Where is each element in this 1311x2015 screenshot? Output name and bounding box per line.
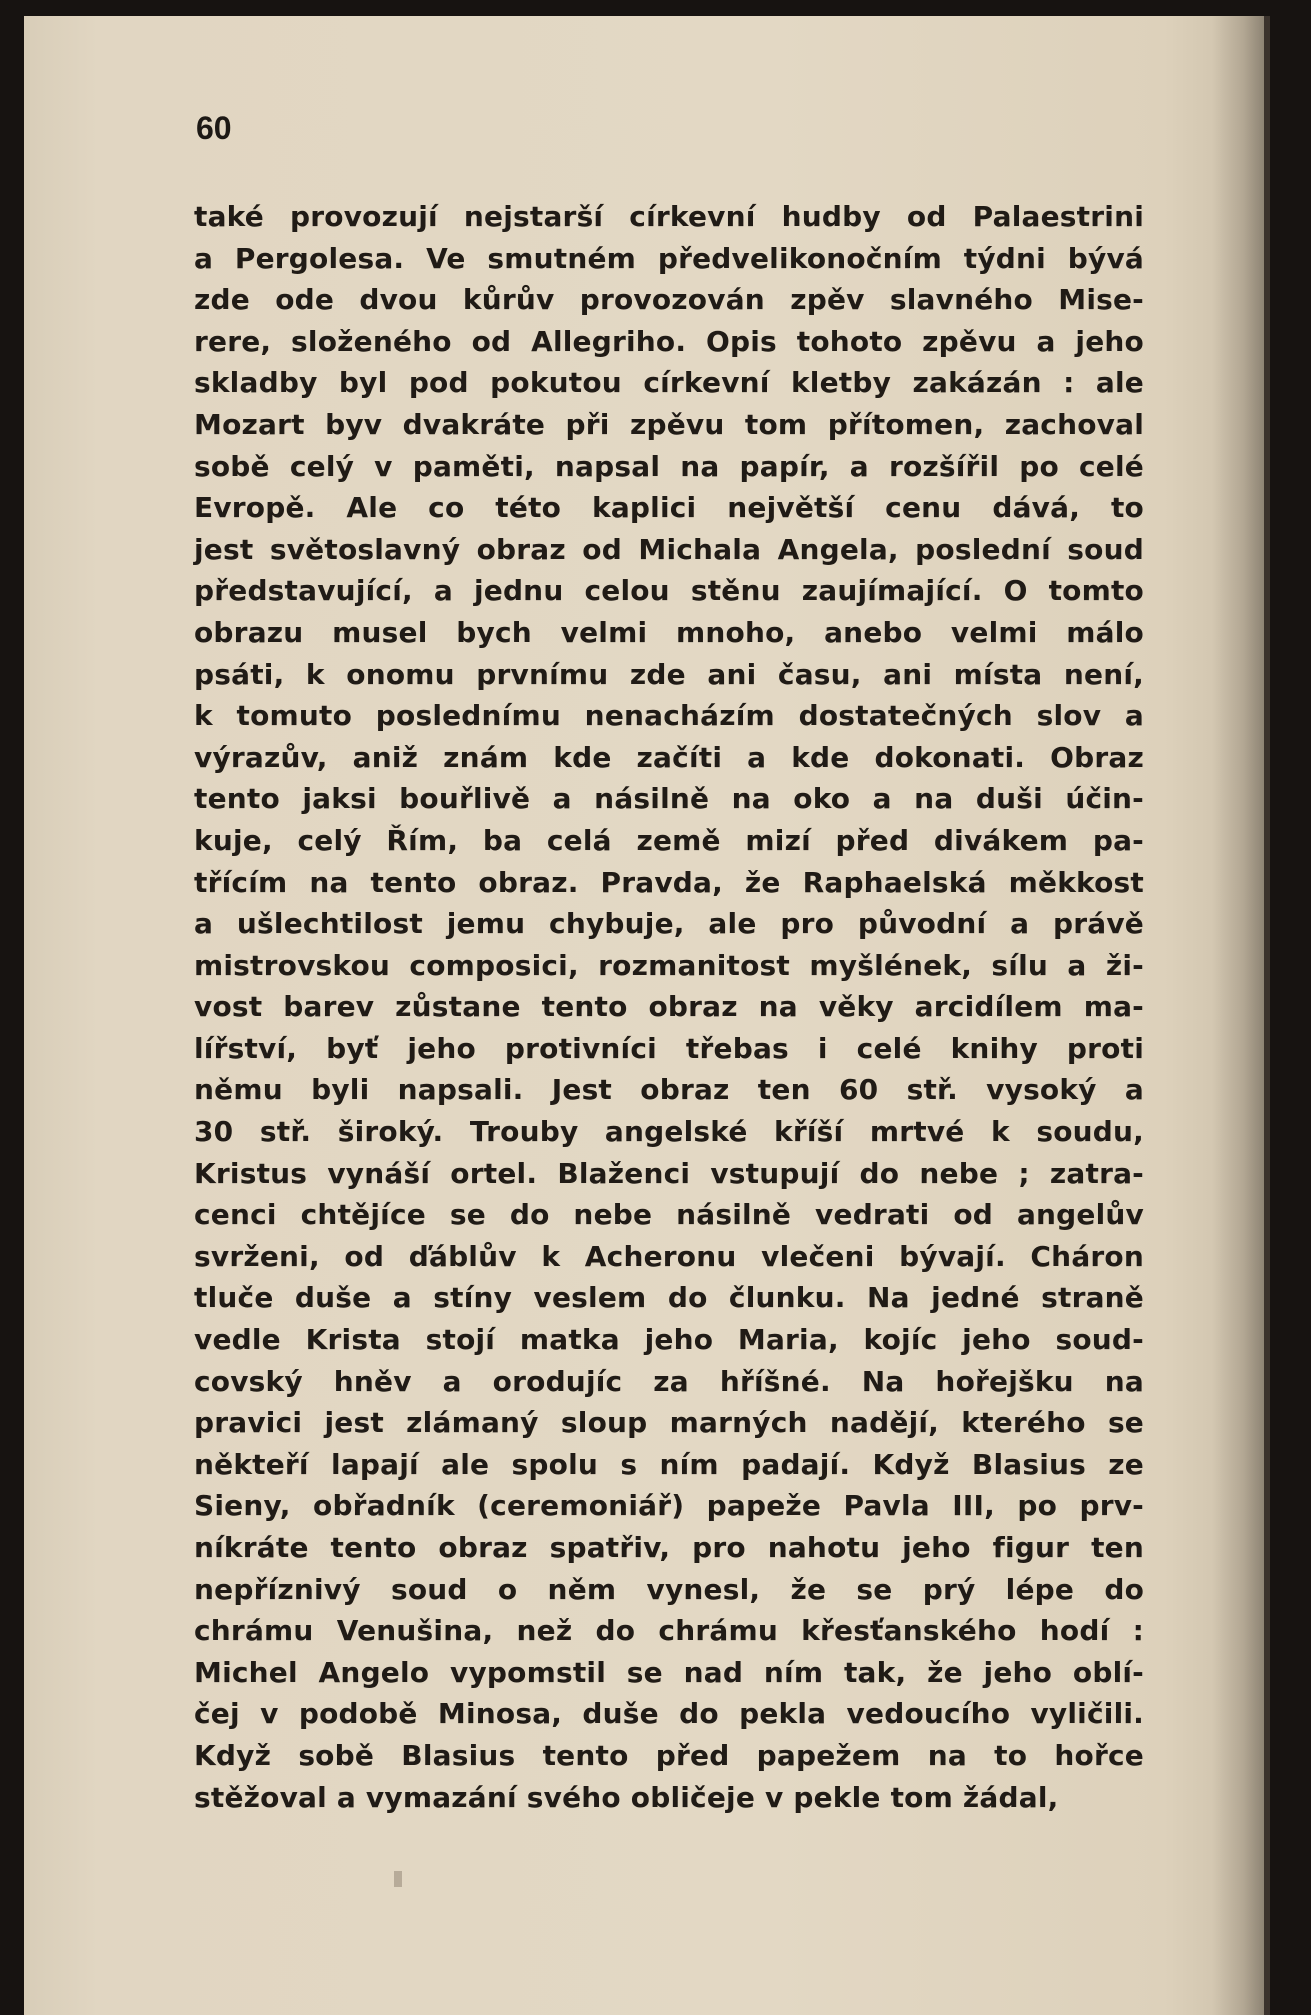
text-line: covský hněv a orodujíc za hříšné. Na hořejšku na — [194, 1364, 1144, 1398]
text-line: Sieny, obřadník (ceremoniář) papeže Pavla III, po prv- — [194, 1489, 1144, 1523]
text-line: svrženi, od ďáblův k Acheronu vlečeni bývají. Cháron — [194, 1239, 1144, 1273]
text-line: mistrovskou composici, rozmanitost myšlének, sílu a ži- — [194, 948, 1144, 982]
text-line: třícím na tento obraz. Pravda, že Raphaelská měkkost — [194, 865, 1144, 899]
text-line: k tomuto poslednímu nenacházím dostatečných slov a — [194, 699, 1144, 733]
text-line: skladby byl pod pokutou církevní kletby zakázán : ale — [194, 366, 1144, 400]
text-line: níkráte tento obraz spatřiv, pro nahotu jeho figur ten — [194, 1531, 1144, 1564]
text-line: cenci chtějíce se do nebe násilně vedrati od angelův — [194, 1198, 1144, 1232]
text-line: stěžoval a vymazání svého obličeje v pekle tom žádal, — [194, 1780, 1059, 1814]
text-line: čej v podobě Minosa, duše do pekla vedoucího vyličili. — [194, 1697, 1144, 1731]
text-line: jest světoslavný obraz od Michala Angela, poslední soud — [194, 532, 1144, 566]
text-line: Když sobě Blasius tento před papežem na to hořce — [194, 1738, 1144, 1772]
text-line: výrazův, aniž znám kde začíti a kde dokonati. Obraz — [194, 740, 1144, 774]
text-line: tento jaksi bouřlivě a násilně na oko a na duši účin- — [194, 782, 1144, 816]
body-text — [194, 196, 1144, 1818]
book-page — [24, 16, 1270, 2015]
text-line: Mozart byv dvakráte při zpěvu tom přítomen, zachoval — [194, 407, 1144, 441]
text-line: představující, a jednu celou stěnu zaujímající. O tomto — [194, 574, 1144, 608]
page-gutter-shadow — [1212, 16, 1264, 2015]
text-line: a ušlechtilost jemu chybuje, ale pro původní a právě — [194, 907, 1144, 941]
text-line: také provozují nejstarší církevní hudby od Palaestrini — [194, 200, 1144, 233]
text-line: a Pergolesa. Ve smutném předvelikonočním týdni bývá — [194, 241, 1144, 275]
text-line: němu byli napsali. Jest obraz ten 60 stř. vysoký a — [194, 1073, 1144, 1107]
text-line: obrazu musel bych velmi mnoho, anebo velmi málo — [194, 615, 1144, 649]
text-line: chrámu Venušina, než do chrámu křesťanského hodí : — [194, 1614, 1144, 1648]
text-line: zde ode dvou kůrův provozován zpěv slavného Mise- — [194, 283, 1144, 317]
ink-mark — [394, 1871, 402, 1887]
text-line: lířství, byť jeho protivníci třebas i celé knihy proti — [194, 1031, 1144, 1065]
text-line: nepříznivý soud o něm vynesl, že se prý lépe do — [194, 1572, 1144, 1606]
text-line: psáti, k onomu prvnímu zde ani času, ani místa není, — [194, 657, 1144, 691]
text-line: vedle Krista stojí matka jeho Maria, kojíc jeho soud- — [194, 1323, 1144, 1357]
text-line: Evropě. Ale co této kaplici největší cenu dává, to — [194, 491, 1144, 525]
text-line: Michel Angelo vypomstil se nad ním tak, že jeho oblí- — [194, 1655, 1144, 1689]
page-number: 60 — [196, 110, 232, 146]
text-line: kuje, celý Řím, ba celá země mizí před divákem pa- — [194, 823, 1144, 857]
text-line: rere, složeného od Allegriho. Opis tohoto zpěvu a jeho — [194, 324, 1144, 358]
text-line: Kristus vynáší ortel. Blaženci vstupují do nebe ; zatra- — [194, 1156, 1144, 1190]
text-line: tluče duše a stíny veslem do člunku. Na jedné straně — [194, 1281, 1144, 1315]
text-line: vost barev zůstane tento obraz na věky arcidílem ma- — [194, 990, 1144, 1024]
text-line: sobě celý v paměti, napsal na papír, a rozšířil po celé — [194, 449, 1144, 483]
text-line: někteří lapají ale spolu s ním padají. Když Blasius ze — [194, 1447, 1144, 1481]
text-line: 30 stř. široký. Trouby angelské kříší mrtvé k soudu, — [194, 1115, 1144, 1149]
text-line: pravici jest zlámaný sloup marných nadějí, kterého se — [194, 1406, 1144, 1440]
